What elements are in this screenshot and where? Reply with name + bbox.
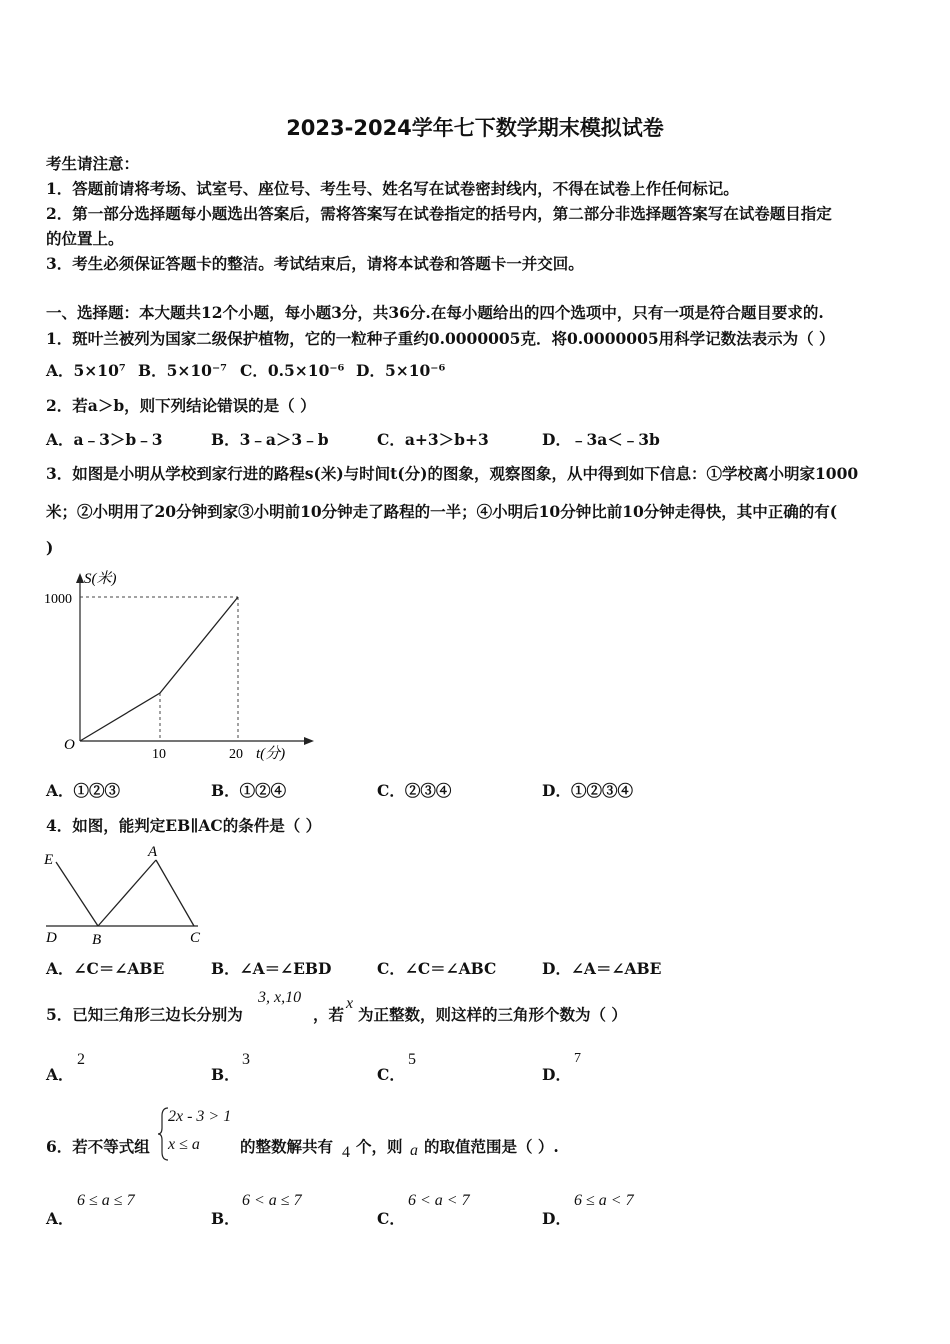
q5-stem-a: 5．已知三角形三边长分别为 — [46, 1005, 243, 1024]
q5-option-d-value: 7 — [574, 1051, 581, 1066]
notice-item-2-cont: 的位置上。 — [46, 229, 124, 248]
q3-graph-x-tick-10: 10 — [152, 747, 166, 762]
q5-var: x — [346, 995, 354, 1012]
q3-option-d: D．①②③④ — [542, 781, 633, 800]
q6-inequality-2: x ≤ a — [168, 1136, 200, 1153]
notice-item-2: 2．第一部分选择题每小题选出答案后，需将答案写在试卷指定的括号内，第二部分非选择题答案写在试卷题目指定 — [46, 204, 832, 223]
q5-option-b-label: B． — [211, 1065, 240, 1084]
q2-option-d: D．﹣3a＜﹣3b — [542, 430, 660, 449]
q2-stem: 2．若a＞b，则下列结论错误的是（ ） — [46, 396, 316, 415]
q5-sides: 3, x,10 — [258, 989, 302, 1006]
q6-count: 4 — [342, 1144, 350, 1161]
q5-stem-c: 为正整数，则这样的三角形个数为（ ） — [358, 1005, 627, 1024]
notice-heading: 考生请注意： — [46, 154, 140, 173]
q5-option-d-label: D． — [542, 1065, 571, 1084]
q5-option-a-label: A． — [46, 1065, 74, 1084]
q4-label-a: A — [148, 844, 158, 860]
q4-option-c: C．∠C＝∠ABC — [377, 959, 497, 978]
q3-option-b: B．①②④ — [211, 781, 287, 800]
q4-figure — [40, 842, 220, 952]
q3-option-c: C．②③④ — [377, 781, 452, 800]
q1-option-a: A．5×10⁷ — [46, 361, 126, 380]
q3-stem-line3: ) — [46, 538, 54, 557]
q3-graph-y-label: S(米) — [84, 571, 117, 587]
q6-option-d-label: D． — [542, 1209, 571, 1228]
q6-stem-a: 6．若不等式组 — [46, 1137, 150, 1156]
q2-option-c: C．a+3＞b+3 — [377, 430, 489, 449]
q4-option-b: B．∠A＝∠EBD — [211, 959, 332, 978]
q5-option-c-value: 5 — [408, 1051, 416, 1068]
q1-option-b: B．5×10⁻⁷ — [138, 361, 227, 380]
page-title: 2023-2024学年七下数学期末模拟试卷 — [286, 116, 664, 140]
q4-label-e: E — [44, 852, 54, 868]
q5-option-c-label: C． — [377, 1065, 405, 1084]
q6-option-c-label: C． — [377, 1209, 405, 1228]
q1-option-c: C．0.5×10⁻⁶ — [240, 361, 345, 380]
q2-option-b: B．3﹣a＞3﹣b — [211, 430, 329, 449]
q1-option-d: D．5×10⁻⁶ — [356, 361, 446, 380]
q4-option-a: A．∠C＝∠ABE — [46, 959, 165, 978]
q6-stem-c: 个，则 — [356, 1137, 403, 1156]
q3-stem-line1: 3．如图是小明从学校到家行进的路程s(米)与时间t(分)的图象，观察图象，从中得到如下信息：①学校离小明家1000 — [46, 464, 859, 483]
q6-stem-b: 的整数解共有 — [240, 1137, 334, 1156]
notice-item-1: 1．答题前请将考场、试室号、座位号、考生号、姓名写在试卷密封线内，不得在试卷上作任何标记。 — [46, 179, 739, 198]
q4-label-d: D — [46, 930, 57, 946]
q5-option-b-value: 3 — [242, 1051, 250, 1068]
q1-stem: 1．斑叶兰被列为国家二级保护植物，它的一粒种子重约0.0000005克．将0.0000005用科学记数法表示为（ ） — [46, 329, 835, 348]
q3-graph-x-tick-20: 20 — [229, 747, 243, 762]
q3-graph-origin: O — [64, 737, 75, 753]
q3-stem-line2: 米；②小明用了20分钟到家③小明前10分钟走了路程的一半；④小明后10分钟比前10分钟走得快，其中正确的有( — [46, 502, 838, 521]
q4-option-d: D．∠A＝∠ABE — [542, 959, 662, 978]
q3-distance-time-graph — [40, 565, 320, 770]
q4-label-b: B — [92, 932, 102, 948]
q3-option-a: A．①②③ — [46, 781, 121, 800]
q4-label-c: C — [190, 930, 201, 946]
q6-option-b-label: B． — [211, 1209, 240, 1228]
section-heading: 一、选择题：本大题共12个小题，每小题3分，共36分.在每小题给出的四个选项中，只有一项是符合题目要求的. — [46, 303, 824, 322]
q3-graph-x-label: t(分) — [256, 746, 286, 762]
q6-option-c-value: 6 < a < 7 — [408, 1192, 470, 1209]
q2-option-a: A．a﹣3＞b﹣3 — [46, 430, 163, 449]
q6-option-d-value: 6 ≤ a < 7 — [574, 1192, 634, 1209]
q6-inequality-1: 2x - 3 > 1 — [168, 1108, 232, 1125]
q6-option-b-value: 6 < a ≤ 7 — [242, 1192, 302, 1209]
notice-item-3: 3．考生必须保证答题卡的整洁。考试结束后，请将本试卷和答题卡一并交回。 — [46, 254, 584, 273]
q6-var: a — [410, 1142, 418, 1159]
q6-stem-d: 的取值范围是（ ）. — [424, 1137, 559, 1156]
q3-graph-y-tick: 1000 — [44, 592, 72, 607]
q6-option-a-label: A． — [46, 1209, 74, 1228]
q6-option-a-value: 6 ≤ a ≤ 7 — [77, 1192, 135, 1209]
q4-stem: 4．如图，能判定EB∥AC的条件是（ ） — [46, 816, 322, 835]
q5-option-a-value: 2 — [77, 1051, 85, 1068]
q5-stem-b: ，若 — [313, 1005, 345, 1024]
